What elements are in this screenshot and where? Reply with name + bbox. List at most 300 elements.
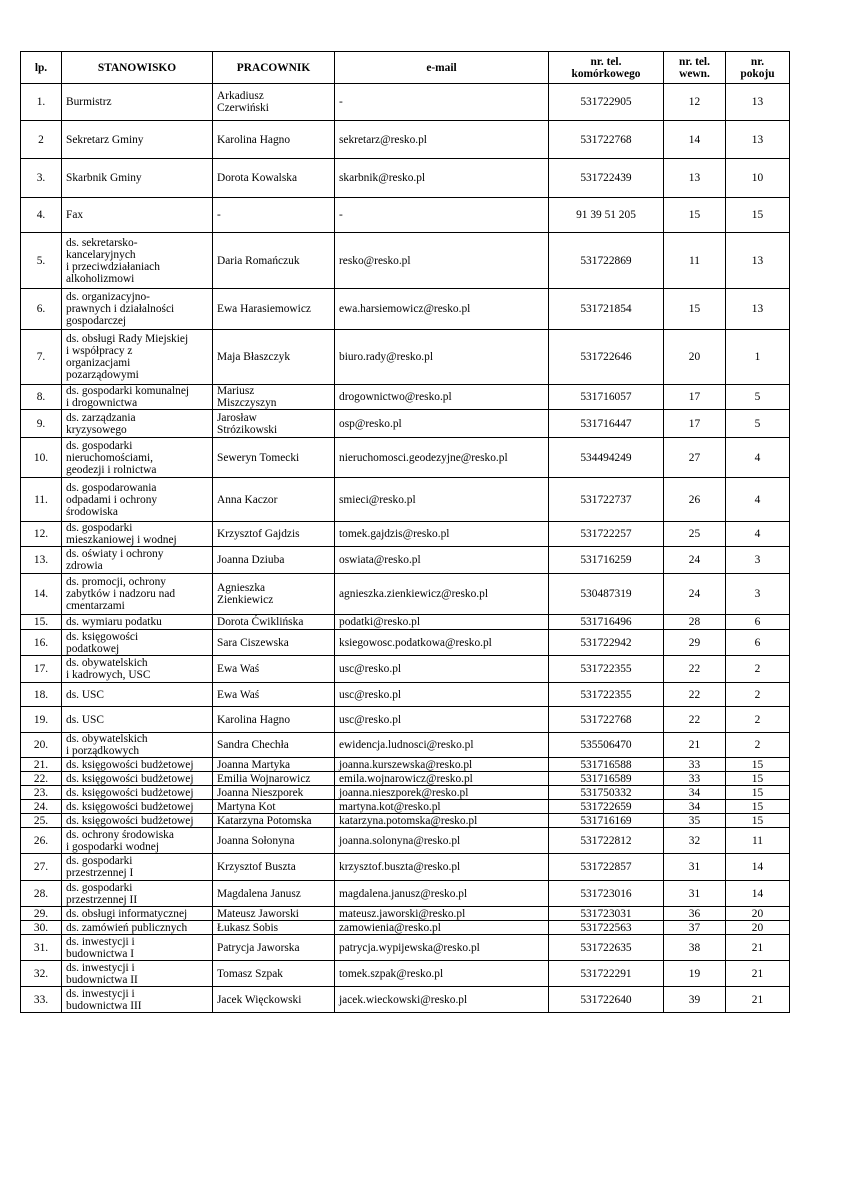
pracownik-line: Maja Błaszczyk: [217, 351, 291, 363]
table-row: [21, 961, 790, 987]
cell-pokoj: 15: [726, 758, 790, 772]
cell-lp: 19.: [21, 707, 62, 733]
table-row: [21, 198, 790, 233]
table-row: [21, 615, 790, 630]
cell-email: drogownictwo@resko.pl: [335, 385, 549, 410]
table-row: [21, 410, 790, 438]
pracownik-line: Joanna Nieszporek: [217, 786, 304, 799]
cell-stanowisko: [62, 121, 213, 159]
cell-tel-kom: 531722869: [549, 233, 664, 289]
cell-tel-kom: 531722812: [549, 828, 664, 854]
stanowisko-line: ds. gospodarki komunalnej: [66, 385, 190, 397]
cell-pracownik: [213, 683, 335, 707]
table-row: [21, 233, 790, 289]
cell-pokoj: 13: [726, 84, 790, 121]
pracownik-line: Karolina Hagno: [217, 713, 291, 726]
stanowisko-line: i drogownictwa: [66, 397, 138, 409]
cell-tel-kom: 534494249: [549, 438, 664, 478]
pracownik-line: Anna Kaczor: [217, 493, 278, 506]
cell-tel-kom: 531723016: [549, 881, 664, 907]
cell-pokoj: 3: [726, 574, 790, 615]
cell-stanowisko: [62, 828, 213, 854]
stanowisko-line: ds. ochrony środowiska: [66, 828, 174, 841]
pracownik-line: Agnieszka: [217, 582, 266, 594]
cell-email: emila.wojnarowicz@resko.pl: [335, 772, 549, 786]
cell-pracownik: [213, 987, 335, 1013]
cell-stanowisko: [62, 935, 213, 961]
stanowisko-line: ds. zamówień publicznych: [66, 921, 188, 934]
cell-email: usc@resko.pl: [335, 707, 549, 733]
stanowisko-line: ds. inwestycji i: [66, 961, 135, 974]
pracownik-line: Jarosław: [217, 411, 257, 424]
cell-stanowisko: [62, 615, 213, 630]
cell-stanowisko: [62, 438, 213, 478]
table-row: [21, 935, 790, 961]
cell-pracownik: [213, 330, 335, 385]
cell-email: martyna.kot@resko.pl: [335, 800, 549, 814]
stanowisko-line: odpadami i ochrony: [66, 493, 158, 506]
stanowisko-line: ds. inwestycji i: [66, 987, 135, 1000]
cell-email: krzysztof.buszta@resko.pl: [335, 854, 549, 881]
stanowisko-line: cmentarzami: [66, 600, 125, 612]
pracownik-line: Łukasz Sobis: [217, 921, 279, 934]
cell-tel-wewn: 38: [664, 935, 726, 961]
cell-tel-kom: 531722737: [549, 478, 664, 522]
cell-lp: 33.: [21, 987, 62, 1013]
table-row: [21, 289, 790, 330]
cell-email: podatki@resko.pl: [335, 615, 549, 630]
cell-pracownik: [213, 733, 335, 758]
cell-tel-wewn: 34: [664, 786, 726, 800]
header-tel-kom: [549, 52, 664, 84]
cell-stanowisko: [62, 733, 213, 758]
header-tel-wewn: [664, 52, 726, 84]
table-row: [21, 121, 790, 159]
cell-lp: 32.: [21, 961, 62, 987]
pracownik-line: -: [217, 209, 221, 221]
stanowisko-line: ds. promocji, ochrony: [66, 576, 166, 588]
cell-tel-kom: 531716057: [549, 385, 664, 410]
stanowisko-line: kryzysowego: [66, 423, 127, 436]
cell-lp: 10.: [21, 438, 62, 478]
pracownik-line: Jacek Więckowski: [217, 993, 302, 1006]
cell-pokoj: 20: [726, 907, 790, 921]
cell-tel-wewn: 34: [664, 800, 726, 814]
header-email: e-mail: [335, 52, 549, 84]
cell-pokoj: 1: [726, 330, 790, 385]
cell-lp: 30.: [21, 921, 62, 935]
pracownik-line: Mariusz: [217, 385, 255, 397]
table-body: [21, 84, 790, 1013]
cell-tel-wewn: 24: [664, 547, 726, 574]
cell-email: usc@resko.pl: [335, 683, 549, 707]
table-row: [21, 656, 790, 683]
cell-lp: 21.: [21, 758, 62, 772]
cell-pokoj: 14: [726, 881, 790, 907]
cell-tel-wewn: 39: [664, 987, 726, 1013]
cell-pracownik: [213, 385, 335, 410]
stanowisko-line: przestrzennej II: [66, 893, 138, 906]
stanowisko-line: ds. zarządzania: [66, 411, 136, 424]
cell-stanowisko: [62, 683, 213, 707]
stanowisko-line: ds. gospodarki: [66, 855, 133, 867]
pracownik-line: Mateusz Jaworski: [217, 907, 299, 920]
cell-email: usc@resko.pl: [335, 656, 549, 683]
cell-pracownik: [213, 786, 335, 800]
cell-stanowisko: [62, 630, 213, 656]
table-row: [21, 438, 790, 478]
cell-email: -: [335, 198, 549, 233]
cell-stanowisko: [62, 987, 213, 1013]
cell-lp: 4.: [21, 198, 62, 233]
cell-tel-wewn: 28: [664, 615, 726, 630]
cell-tel-kom: 531722355: [549, 683, 664, 707]
cell-stanowisko: [62, 854, 213, 881]
cell-tel-kom: 531722291: [549, 961, 664, 987]
header-tel-wewn-line1: nr. tel.: [679, 55, 710, 68]
pracownik-line: Ewa Waś: [217, 688, 260, 701]
header-stanowisko: STANOWISKO: [62, 52, 213, 84]
stanowisko-line: ds. gospodarki: [66, 881, 133, 894]
cell-tel-wewn: 22: [664, 707, 726, 733]
cell-stanowisko: [62, 159, 213, 198]
table-row: [21, 707, 790, 733]
stanowisko-line: i gospodarki wodnej: [66, 840, 160, 853]
cell-email: skarbnik@resko.pl: [335, 159, 549, 198]
cell-tel-kom: 531722857: [549, 854, 664, 881]
cell-pracownik: [213, 547, 335, 574]
cell-tel-kom: 531721854: [549, 289, 664, 330]
pracownik-line: Czerwiński: [217, 102, 269, 114]
cell-lp: 17.: [21, 656, 62, 683]
stanowisko-line: gospodarczej: [66, 315, 127, 327]
cell-tel-kom: 531716589: [549, 772, 664, 786]
cell-tel-wewn: 20: [664, 330, 726, 385]
stanowisko-line: przestrzennej I: [66, 867, 134, 879]
cell-email: ewa.harsiemowicz@resko.pl: [335, 289, 549, 330]
cell-pokoj: 2: [726, 683, 790, 707]
table-row: [21, 881, 790, 907]
table-row: [21, 786, 790, 800]
cell-email: patrycja.wypijewska@resko.pl: [335, 935, 549, 961]
header-pracownik: PRACOWNIK: [213, 52, 335, 84]
stanowisko-line: zdrowia: [66, 560, 103, 572]
cell-stanowisko: [62, 786, 213, 800]
cell-email: nieruchomosci.geodezyjne@resko.pl: [335, 438, 549, 478]
stanowisko-line: ds. USC: [66, 713, 104, 726]
cell-tel-kom: 531716447: [549, 410, 664, 438]
cell-stanowisko: [62, 707, 213, 733]
cell-lp: 12.: [21, 522, 62, 547]
cell-pokoj: 21: [726, 987, 790, 1013]
stanowisko-line: ds. obsługi Rady Miejskiej: [66, 333, 189, 345]
header-pokoj: [726, 52, 790, 84]
cell-tel-wewn: 22: [664, 683, 726, 707]
cell-lp: 29.: [21, 907, 62, 921]
stanowisko-line: budownictwa I: [66, 947, 135, 960]
cell-lp: 23.: [21, 786, 62, 800]
cell-email: sekretarz@resko.pl: [335, 121, 549, 159]
cell-pokoj: 15: [726, 800, 790, 814]
pracownik-line: Joanna Martyka: [217, 758, 291, 771]
pracownik-line: Martyna Kot: [217, 800, 276, 813]
cell-pracownik: [213, 907, 335, 921]
cell-lp: 18.: [21, 683, 62, 707]
cell-stanowisko: [62, 574, 213, 615]
cell-lp: 27.: [21, 854, 62, 881]
stanowisko-line: podatkowej: [66, 642, 120, 655]
cell-tel-wewn: 17: [664, 410, 726, 438]
cell-pokoj: 5: [726, 385, 790, 410]
pracownik-line: Emilia Wojnarowicz: [217, 772, 311, 785]
cell-tel-kom: 531722905: [549, 84, 664, 121]
stanowisko-line: ds. księgowości budżetowej: [66, 814, 194, 827]
pracownik-line: Ewa Harasiemowicz: [217, 303, 311, 315]
cell-tel-kom: 531722355: [549, 656, 664, 683]
cell-email: jacek.wieckowski@resko.pl: [335, 987, 549, 1013]
cell-tel-wewn: 19: [664, 961, 726, 987]
table-row: [21, 987, 790, 1013]
cell-stanowisko: [62, 289, 213, 330]
cell-pokoj: 21: [726, 935, 790, 961]
stanowisko-line: środowiska: [66, 505, 118, 518]
pracownik-line: Dorota Kowalska: [217, 172, 298, 184]
stanowisko-line: budownictwa III: [66, 999, 142, 1012]
cell-tel-wewn: 33: [664, 772, 726, 786]
cell-email: joanna.solonyna@resko.pl: [335, 828, 549, 854]
cell-pokoj: 21: [726, 961, 790, 987]
cell-email: resko@resko.pl: [335, 233, 549, 289]
stanowisko-line: Burmistrz: [66, 96, 112, 108]
stanowisko-line: Sekretarz Gminy: [66, 133, 144, 146]
table-row: [21, 478, 790, 522]
cell-lp: 22.: [21, 772, 62, 786]
stanowisko-line: ds. obywatelskich: [66, 733, 148, 745]
cell-stanowisko: [62, 547, 213, 574]
cell-tel-wewn: 35: [664, 814, 726, 828]
header-tel-kom-line1: nr. tel.: [590, 55, 622, 68]
stanowisko-line: ds. obsługi informatycznej: [66, 907, 188, 920]
cell-tel-wewn: 33: [664, 758, 726, 772]
table-row: [21, 330, 790, 385]
cell-pracownik: [213, 656, 335, 683]
cell-pokoj: 6: [726, 615, 790, 630]
table-row: [21, 683, 790, 707]
table-row: [21, 574, 790, 615]
cell-lp: 2: [21, 121, 62, 159]
cell-stanowisko: [62, 758, 213, 772]
cell-lp: 9.: [21, 410, 62, 438]
cell-email: biuro.rady@resko.pl: [335, 330, 549, 385]
cell-pokoj: 13: [726, 289, 790, 330]
pracownik-line: Strózikowski: [217, 423, 278, 436]
header-lp: lp.: [21, 52, 62, 84]
pracownik-line: Joanna Sołonyna: [217, 834, 295, 847]
cell-tel-wewn: 15: [664, 198, 726, 233]
cell-pokoj: 3: [726, 547, 790, 574]
cell-pokoj: 15: [726, 772, 790, 786]
header-pokoj-line2: pokoju: [740, 67, 775, 80]
pracownik-line: Sandra Chechła: [217, 739, 289, 751]
cell-tel-kom: 531750332: [549, 786, 664, 800]
cell-tel-wewn: 12: [664, 84, 726, 121]
cell-email: ksiegowosc.podatkowa@resko.pl: [335, 630, 549, 656]
cell-email: smieci@resko.pl: [335, 478, 549, 522]
cell-pracownik: [213, 630, 335, 656]
cell-tel-kom: 531722768: [549, 121, 664, 159]
cell-tel-wewn: 21: [664, 733, 726, 758]
pracownik-line: Magdalena Janusz: [217, 887, 301, 900]
cell-email: agnieszka.zienkiewicz@resko.pl: [335, 574, 549, 615]
stanowisko-line: ds. inwestycji i: [66, 935, 135, 948]
cell-pokoj: 6: [726, 630, 790, 656]
cell-tel-kom: 531722646: [549, 330, 664, 385]
cell-tel-wewn: 36: [664, 907, 726, 921]
table-row: [21, 630, 790, 656]
table-row: [21, 921, 790, 935]
cell-tel-kom: 531716169: [549, 814, 664, 828]
cell-tel-kom: 531722439: [549, 159, 664, 198]
cell-pracownik: [213, 854, 335, 881]
table-row: [21, 828, 790, 854]
cell-lp: 24.: [21, 800, 62, 814]
stanowisko-line: ds. oświaty i ochrony: [66, 548, 164, 560]
cell-pracownik: [213, 289, 335, 330]
cell-lp: 26.: [21, 828, 62, 854]
header-pokoj-line1: nr.: [750, 55, 765, 68]
cell-stanowisko: [62, 522, 213, 547]
table-row: [21, 547, 790, 574]
table-row: [21, 522, 790, 547]
stanowisko-line: ds. księgowości: [66, 630, 139, 643]
table-row: [21, 385, 790, 410]
stanowisko-line: ds. gospodarowania: [66, 481, 157, 494]
cell-lp: 14.: [21, 574, 62, 615]
cell-tel-kom: 531722635: [549, 935, 664, 961]
cell-pracownik: [213, 84, 335, 121]
cell-pokoj: 15: [726, 198, 790, 233]
cell-tel-wewn: 15: [664, 289, 726, 330]
stanowisko-line: ds. wymiaru podatku: [66, 616, 162, 628]
cell-tel-kom: 531716496: [549, 615, 664, 630]
cell-pracownik: [213, 233, 335, 289]
pracownik-line: Sara Ciszewska: [217, 636, 289, 649]
stanowisko-line: alkoholizmowi: [66, 272, 135, 285]
cell-tel-wewn: 31: [664, 881, 726, 907]
cell-lp: 1.: [21, 84, 62, 121]
cell-pracownik: [213, 800, 335, 814]
pracownik-line: Miszczyszyn: [217, 397, 277, 409]
cell-lp: 7.: [21, 330, 62, 385]
cell-tel-kom: 531722768: [549, 707, 664, 733]
cell-pokoj: 2: [726, 656, 790, 683]
cell-stanowisko: [62, 881, 213, 907]
stanowisko-line: i współpracy z: [66, 345, 133, 357]
cell-tel-wewn: 14: [664, 121, 726, 159]
stanowisko-line: Fax: [66, 209, 84, 221]
cell-email: tomek.szpak@resko.pl: [335, 961, 549, 987]
cell-pokoj: 13: [726, 121, 790, 159]
header-tel-kom-line2: komórkowego: [571, 67, 641, 80]
stanowisko-line: ds. księgowości budżetowej: [66, 800, 194, 813]
cell-tel-wewn: 26: [664, 478, 726, 522]
table-row: [21, 814, 790, 828]
table-row: [21, 800, 790, 814]
pracownik-line: Seweryn Tomecki: [217, 451, 300, 464]
pracownik-line: Daria Romańczuk: [217, 254, 300, 267]
cell-pracownik: [213, 814, 335, 828]
cell-stanowisko: [62, 772, 213, 786]
cell-tel-kom: 531716588: [549, 758, 664, 772]
cell-tel-wewn: 11: [664, 233, 726, 289]
cell-stanowisko: [62, 921, 213, 935]
cell-tel-wewn: 32: [664, 828, 726, 854]
cell-email: -: [335, 84, 549, 121]
cell-pokoj: 4: [726, 522, 790, 547]
cell-pracownik: [213, 881, 335, 907]
cell-tel-wewn: 24: [664, 574, 726, 615]
cell-email: zamowienia@resko.pl: [335, 921, 549, 935]
cell-email: osp@resko.pl: [335, 410, 549, 438]
cell-pracownik: [213, 410, 335, 438]
cell-pracownik: [213, 159, 335, 198]
stanowisko-line: pozarządowymi: [66, 369, 139, 381]
cell-stanowisko: [62, 907, 213, 921]
cell-lp: 25.: [21, 814, 62, 828]
pracownik-line: Krzysztof Gajdzis: [217, 528, 300, 540]
cell-email: mateusz.jaworski@resko.pl: [335, 907, 549, 921]
cell-email: joanna.kurszewska@resko.pl: [335, 758, 549, 772]
cell-pracownik: [213, 758, 335, 772]
cell-tel-wewn: 13: [664, 159, 726, 198]
employee-directory-table: [20, 51, 790, 1013]
cell-tel-kom: 531722257: [549, 522, 664, 547]
cell-tel-kom: 531723031: [549, 907, 664, 921]
cell-lp: 11.: [21, 478, 62, 522]
cell-lp: 16.: [21, 630, 62, 656]
cell-pracownik: [213, 828, 335, 854]
stanowisko-line: ds. księgowości budżetowej: [66, 772, 194, 785]
cell-lp: 15.: [21, 615, 62, 630]
cell-tel-wewn: 22: [664, 656, 726, 683]
cell-tel-kom: 531722659: [549, 800, 664, 814]
cell-tel-kom: 535506470: [549, 733, 664, 758]
header-tel-wewn-line2: wewn.: [679, 67, 710, 80]
stanowisko-line: i kadrowych, USC: [66, 669, 151, 681]
cell-pracownik: [213, 438, 335, 478]
table-row: [21, 772, 790, 786]
pracownik-line: Ewa Waś: [217, 663, 260, 675]
cell-tel-wewn: 31: [664, 854, 726, 881]
stanowisko-line: zabytków i nadzoru nad: [66, 588, 176, 600]
cell-pracownik: [213, 478, 335, 522]
cell-stanowisko: [62, 800, 213, 814]
cell-pokoj: 20: [726, 921, 790, 935]
stanowisko-line: kancelaryjnych: [66, 248, 136, 261]
cell-tel-kom: 530487319: [549, 574, 664, 615]
cell-pokoj: 11: [726, 828, 790, 854]
stanowisko-line: nieruchomościami,: [66, 451, 153, 464]
cell-lp: 8.: [21, 385, 62, 410]
cell-pracownik: [213, 707, 335, 733]
cell-tel-wewn: 29: [664, 630, 726, 656]
cell-pracownik: [213, 961, 335, 987]
cell-lp: 13.: [21, 547, 62, 574]
cell-email: oswiata@resko.pl: [335, 547, 549, 574]
stanowisko-line: ds. gospodarki: [66, 522, 133, 534]
cell-tel-kom: 91 39 51 205: [549, 198, 664, 233]
pracownik-line: Katarzyna Potomska: [217, 814, 312, 827]
